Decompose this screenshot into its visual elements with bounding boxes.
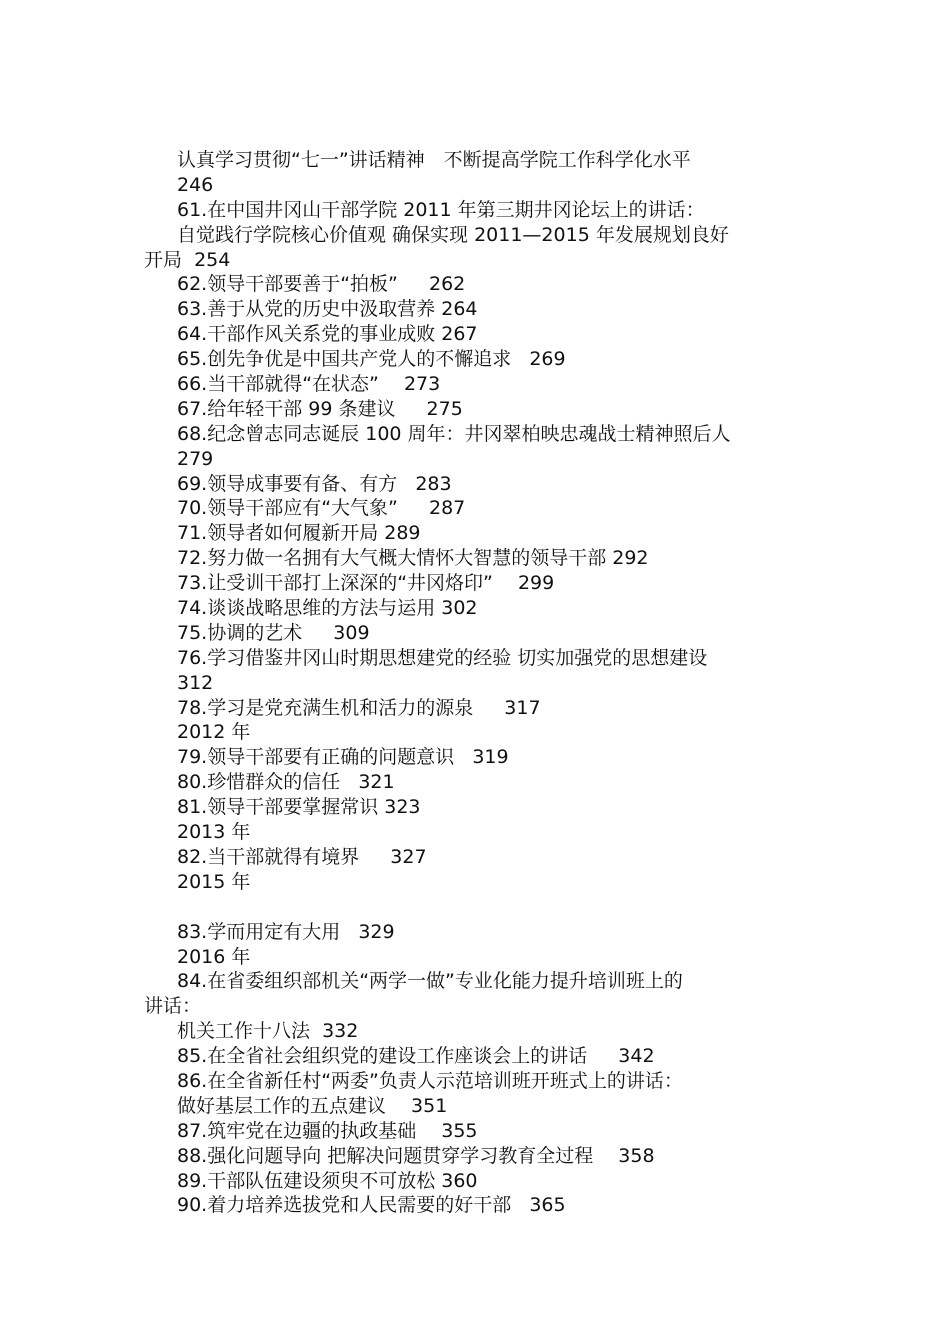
toc-line: 72.努力做一名拥有大气概大情怀大智慧的领导干部 292 — [177, 547, 649, 570]
toc-line: 65.创先争优是中国共产党人的不懈追求 269 — [177, 348, 566, 371]
toc-line: 讲话： — [144, 995, 202, 1018]
toc-line: 90.着力培养选拔党和人民需要的好干部 365 — [177, 1194, 566, 1217]
toc-line: 2016 年 — [177, 945, 251, 968]
toc-line: 机关工作十八法 332 — [177, 1020, 359, 1043]
toc-line: 312 — [177, 671, 214, 694]
toc-line: 自觉践行学院核心价值观 确保实现 2011—2015 年发展规划良好 — [177, 223, 729, 246]
toc-line: 82.当干部就得有境界 327 — [177, 845, 427, 868]
toc-line: 做好基层工作的五点建议 351 — [177, 1094, 448, 1117]
toc-line: 2013 年 — [177, 821, 251, 844]
toc-line: 85.在全省社会组织党的建设工作座谈会上的讲话 342 — [177, 1045, 655, 1068]
toc-line: 66.当干部就得“在状态” 273 — [177, 373, 441, 396]
toc-line: 80.珍惜群众的信任 321 — [177, 771, 395, 794]
toc-line: 70.领导干部应有“大气象” 287 — [177, 497, 466, 520]
toc-line: 87.筑牢党在边疆的执政基础 355 — [177, 1119, 478, 1142]
toc-line: 78.学习是党充满生机和活力的源泉 317 — [177, 696, 541, 719]
toc-line: 67.给年轻干部 99 条建议 275 — [177, 397, 463, 420]
toc-line: 74.谈谈战略思维的方法与运用 302 — [177, 597, 478, 620]
toc-line: 62.领导干部要善于“拍板” 262 — [177, 273, 466, 296]
toc-line: 73.让受训干部打上深深的“井冈烙印” 299 — [177, 572, 555, 595]
toc-line: 88.强化问题导向 把解决问题贯穿学习教育全过程 358 — [177, 1144, 655, 1167]
toc-line: 81.领导干部要掌握常识 323 — [177, 796, 421, 819]
toc-line — [144, 895, 816, 920]
toc-line: 89.干部队伍建设须臾不可放松 360 — [177, 1169, 478, 1192]
toc-line: 79.领导干部要有正确的问题意识 319 — [177, 746, 509, 769]
toc-line: 开局 254 — [144, 248, 231, 271]
toc-line: 279 — [177, 447, 214, 470]
toc-line: 2012 年 — [177, 721, 251, 744]
toc-line: 61.在中国井冈山干部学院 2011 年第三期井冈论坛上的讲话： — [177, 198, 705, 221]
toc-line: 认真学习贯彻“七一”讲话精神 不断提高学院工作科学化水平 — [177, 149, 691, 171]
toc-line: 2015 年 — [177, 870, 251, 893]
toc-line: 71.领导者如何履新开局 289 — [177, 522, 421, 545]
toc-line: 69.领导成事要有备、有方 283 — [177, 472, 452, 495]
toc-line: 246 — [177, 173, 214, 196]
toc-line: 75.协调的艺术 309 — [177, 621, 370, 644]
table-of-contents — [144, 148, 816, 1218]
toc-line: 63.善于从党的历史中汲取营养 264 — [177, 298, 478, 321]
toc-line: 76.学习借鉴井冈山时期思想建党的经验 切实加强党的思想建设 — [177, 646, 708, 669]
toc-line: 86.在全省新任村“两委”负责人示范培训班开班式上的讲话： — [177, 1069, 683, 1092]
toc-line: 83.学而用定有大用 329 — [177, 920, 395, 943]
toc-line: 68.纪念曾志同志诞辰 100 周年：井冈翠柏映忠魂战士精神照后人 — [177, 422, 731, 445]
toc-line: 84.在省委组织部机关“两学一做”专业化能力提升培训班上的 — [177, 970, 683, 993]
toc-line: 64.干部作风关系党的事业成败 267 — [177, 323, 478, 346]
